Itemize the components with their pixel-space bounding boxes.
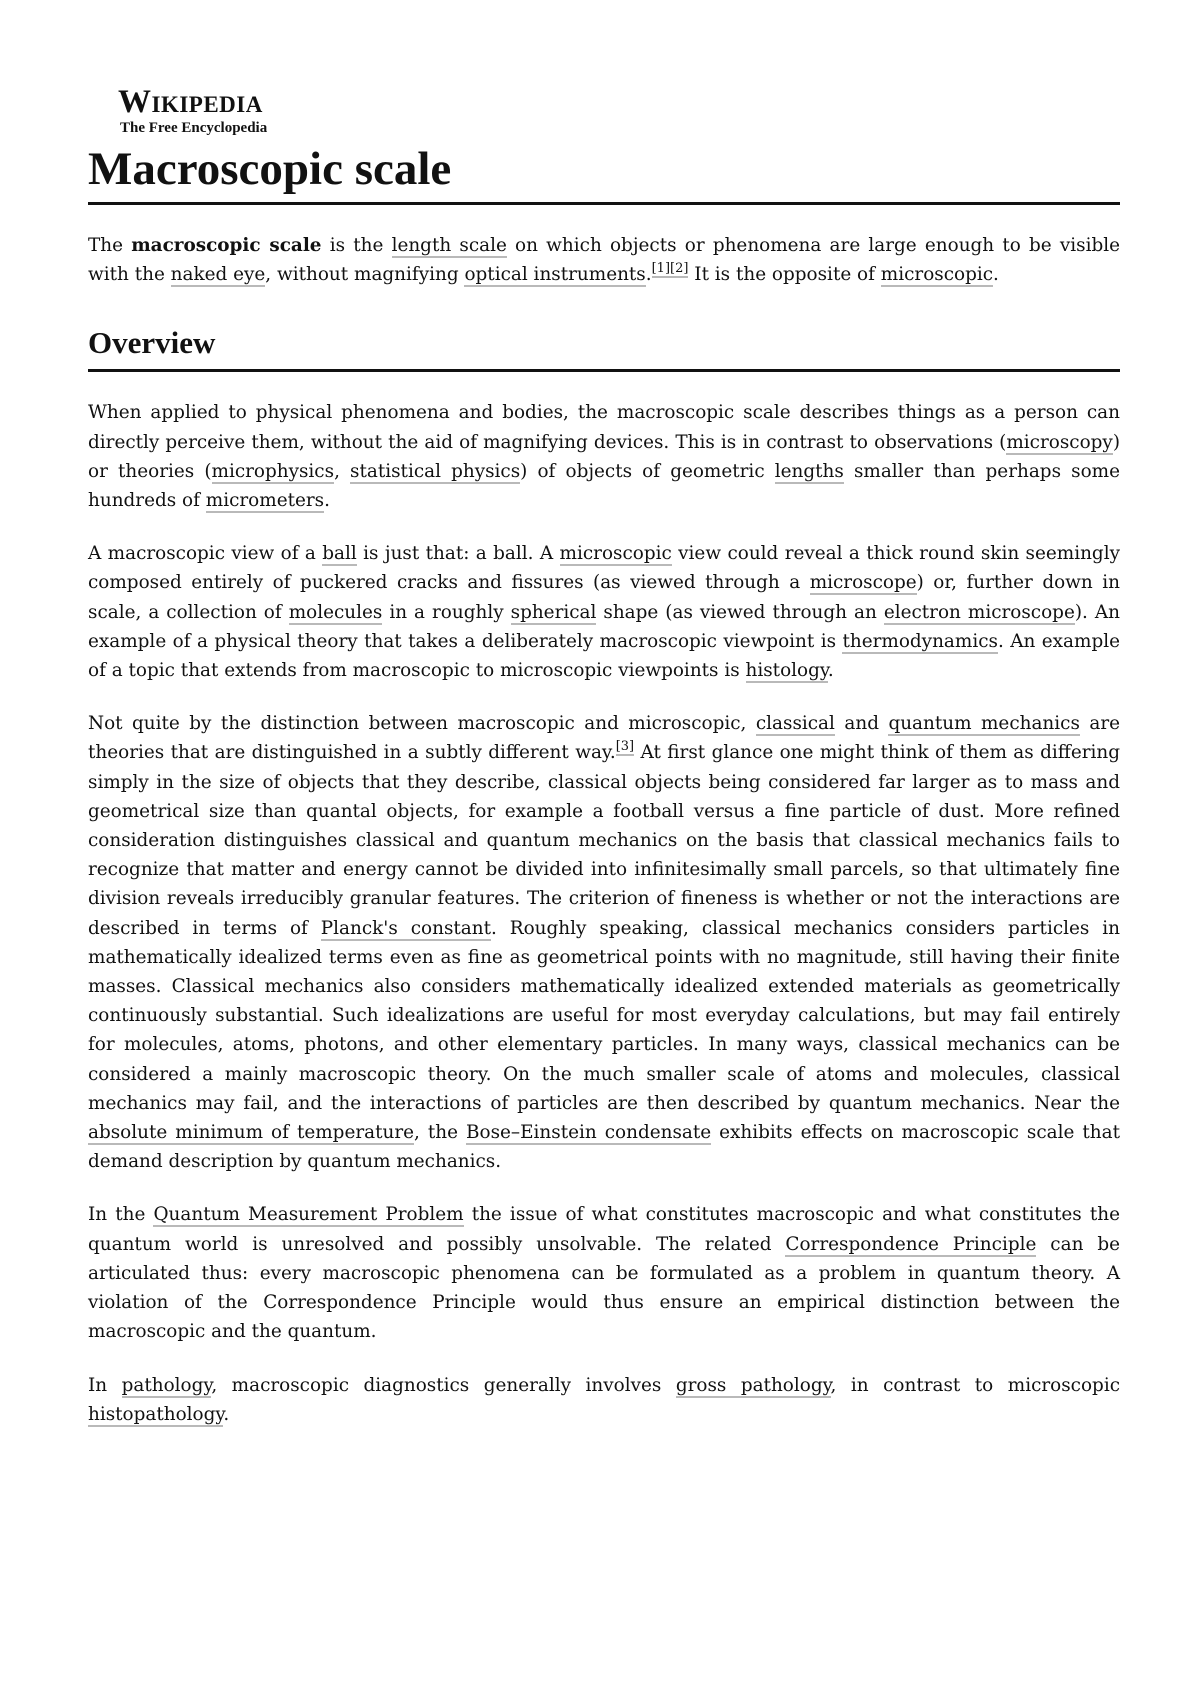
page-title: Macroscopic scale [88, 140, 1120, 205]
text-run: , macroscopic diagnostics generally involves [211, 1374, 676, 1396]
paragraph [88, 1371, 1120, 1429]
text-run: is the [321, 235, 392, 256]
text-run: When applied to physical phenomena and bodies, the macroscopic scale describes things as a person can directly perceive them, without the aid of magnifying devices. This is in contrast to observations ( [88, 402, 1120, 453]
paragraph [88, 1200, 1120, 1346]
text-run: exhibits effects on macroscopic scale that demand description by quantum mechanics. [88, 1122, 1120, 1173]
link-quantum-measurement-problem[interactable]: Quantum Measurement Problem [153, 1204, 464, 1226]
link-gross-pathology[interactable]: gross pathology [675, 1374, 831, 1396]
paragraph [88, 539, 1120, 685]
link-electron-microscope[interactable]: electron microscope [883, 601, 1075, 623]
link-micrometers[interactable]: micrometers [205, 490, 325, 512]
link-thermodynamics[interactable]: thermodynamics [842, 630, 998, 652]
link-naked-eye[interactable]: naked eye [170, 264, 266, 286]
text-run: . [223, 1403, 230, 1425]
text-run: In the [88, 1204, 154, 1226]
citation-3[interactable] [616, 739, 634, 756]
link-spherical[interactable]: spherical [510, 601, 597, 623]
paragraph [88, 709, 1120, 1176]
text-run: is just that: a ball. A [356, 543, 560, 565]
text-run: The [88, 235, 132, 256]
link-microphysics[interactable]: microphysics [211, 460, 335, 482]
citation-link[interactable]: [2] [670, 261, 689, 277]
text-run: are theories that are distinguished in a subtly different way. [88, 713, 1121, 764]
text-run: ) or, further down in scale, a collection of [88, 572, 1120, 623]
citation-link[interactable]: [1] [651, 261, 671, 277]
text-run: on which objects or phenomena are large enough to be visible with the [88, 235, 1121, 286]
link-microscopy[interactable]: microscopy [1006, 431, 1113, 453]
logo-tagline: The Free Encyclopedia [120, 120, 268, 136]
article-page [88, 84, 1120, 1429]
text-run: , without magnifying [265, 264, 465, 286]
text-run: ) or theories ( [88, 431, 1120, 482]
text-run: and [834, 713, 889, 735]
text-run: At first glance one might think of them as differing simply in the size of objects that they describe, classical objects being considered far larger as to mass and geometrical size than quantal objects, for example a football versus a fine particle of dust. More refined consideration distinguishes classical and quantum mechanics on the basis that classical mechanics fails to recognize that matter and energy cannot be divided into infinitesimally small parcels, so that ultimately fine division reveals irreducibly granular features. The criterion of fineness is whether or not the interactions are described in terms of [88, 742, 1120, 939]
link-lengths[interactable]: lengths [774, 460, 844, 482]
text-run: . An example of a topic that extends from macroscopic to microscopic viewpoints is [88, 630, 1120, 682]
link-classical[interactable]: classical [755, 713, 835, 735]
paragraph [88, 398, 1120, 515]
text-run: A macroscopic view of a [88, 543, 323, 565]
link-pathology[interactable]: pathology [121, 1374, 212, 1396]
text-run: Not quite by the distinction between macroscopic and microscopic, [88, 713, 756, 735]
link-absolute-minimum-of-temperature[interactable]: absolute minimum of temperature [88, 1122, 414, 1144]
link-bose-einstein-condensate[interactable]: Bose–Einstein condensate [466, 1122, 712, 1144]
text-run: It is the opposite of [688, 264, 881, 286]
link-statistical-physics[interactable]: statistical physics [350, 460, 521, 482]
link-microscopic[interactable]: microscopic [559, 543, 672, 565]
citation-1[interactable] [652, 261, 670, 278]
text-run: , [334, 460, 351, 482]
link-correspondence-principle[interactable]: Correspondence Principle [785, 1233, 1037, 1255]
lead-paragraph [88, 231, 1120, 289]
text-run: in a roughly [382, 601, 511, 623]
link-ball[interactable]: ball [322, 543, 357, 565]
section-heading-overview: Overview [88, 323, 1120, 372]
link-plancks-constant[interactable]: Planck's constant [320, 917, 491, 939]
text-run: In [88, 1374, 122, 1396]
citation-2[interactable] [670, 261, 688, 278]
text-run: , the [414, 1122, 467, 1144]
text-run: can be articulated thus: every macroscopic phenomena can be formulated as a problem in quantum theory. A violation of the Correspondence Principle would thus ensure an empirical distinction between the macroscopic and the quantum. [88, 1233, 1120, 1343]
text-run: the issue of what constitutes macroscopic and what constitutes the quantum world is unresolved and possibly unsolvable. The related [88, 1204, 1120, 1255]
text-run: shape (as viewed through an [596, 601, 884, 623]
text-run: view could reveal a thick round skin seemingly composed entirely of puckered cracks and fissures (as viewed through a [88, 543, 1120, 594]
text-run: smaller than perhaps some hundreds of [88, 460, 1120, 512]
text-run: ). An example of a physical theory that takes a deliberately macroscopic viewpoint is [88, 601, 1120, 652]
link-microscope[interactable]: microscope [809, 572, 917, 594]
text-run: ) of objects of geometric [520, 460, 775, 482]
link-quantum-mechanics[interactable]: quantum mechanics [888, 713, 1080, 735]
text-run: . Roughly speaking, classical mechanics considers particles in mathematically idealized terms even as fine as geometrical points with no magnitude, still having their finite masses. Classical mechanics also considers mathematically idealized extended materials as geometrically continuously substantial. Such idealizations are useful for most everyday calculations, but may fail entirely for molecules, atoms, photons, and other elementary particles. In many ways, classical mechanics can be considered a mainly macroscopic theory. On the much smaller scale of atoms and molecules, classical mechanics may fail, and the interactions of particles are then described by quantum mechanics. Near the [88, 917, 1120, 1114]
link-molecules[interactable]: molecules [288, 601, 383, 623]
text-run: . [324, 490, 330, 512]
text-run: . [993, 264, 999, 286]
link-optical-instruments[interactable]: optical instruments [464, 264, 646, 286]
link-histopathology[interactable]: histopathology [88, 1403, 224, 1425]
logo-wordmark: Wikipedia [118, 84, 263, 120]
bold-term: macroscopic scale [131, 235, 322, 256]
text-run: , in contrast to microscopic [830, 1374, 1120, 1396]
link-microscopic[interactable]: microscopic [880, 264, 994, 286]
link-histology[interactable]: histology [745, 660, 828, 682]
citation-link[interactable]: [3] [615, 739, 635, 755]
link-length-scale[interactable]: length scale [391, 235, 507, 256]
text-run: . [645, 264, 652, 286]
wikipedia-logo[interactable] [118, 84, 1120, 140]
text-run: . [827, 660, 834, 682]
